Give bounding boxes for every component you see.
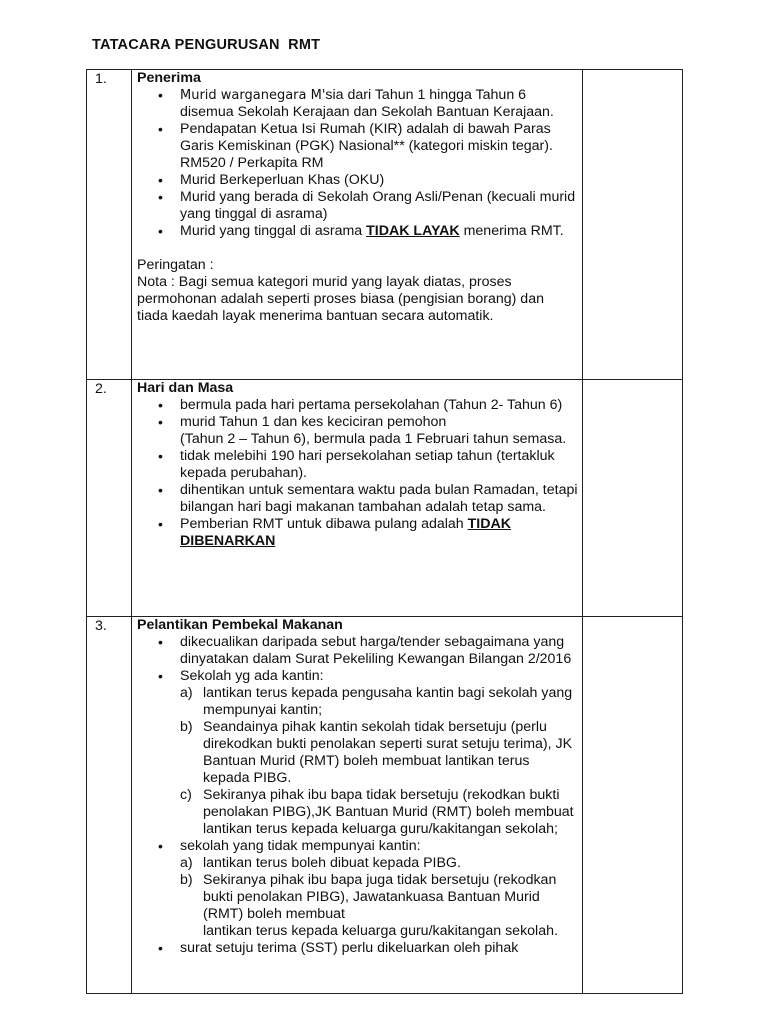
- sub-list-item: [180, 872, 578, 940]
- sub-item-label: b): [180, 872, 193, 888]
- content-cell: [132, 70, 583, 380]
- list-item: • Pendapatan Ketua Isi Rumah (KIR) adalah di bawah Paras Garis Kemiskinan (PGK) Nasional** (kategori miskin tegar). RM520 / Perkapita RM: [180, 121, 578, 172]
- row-number-cell: [87, 617, 132, 994]
- sub-item-label: a): [180, 685, 193, 701]
- sub-list-item: [180, 787, 578, 838]
- sub-item-text: Seandainya pihak kantin sekolah tidak bersetuju (perlu direkodkan bukti penolakan seperti surat setuju terima), JK Bantuan Murid (RMT) boleh membuat lantikan terus kepada PIBG.: [203, 719, 573, 786]
- sub-list: [180, 685, 578, 838]
- section-heading: Hari dan Masa: [137, 380, 234, 396]
- list-item: • dihentikan untuk sementara waktu pada bulan Ramadan, tetapi bilangan hari bagi makanan tambahan adalah tetap sama.: [180, 482, 578, 516]
- sub-item-label: c): [180, 787, 192, 803]
- list-item: [180, 838, 578, 940]
- sub-list-item: [180, 855, 578, 872]
- content-cell: [132, 380, 583, 617]
- list-item-text: Pemberian RMT untuk dibawa pulang adalah: [180, 516, 468, 532]
- warning-label: Peringatan :: [137, 257, 214, 273]
- list-item-text: sia dari Tahun 1 hingga Tahun 6 disemua Sekolah Kerajaan dan Sekolah Bantuan Kerajaan.: [180, 87, 554, 120]
- sub-item-text: lantikan terus boleh dibuat kepada PIBG.: [203, 855, 461, 871]
- document-title: TATACARA PENGURUSAN RMT: [92, 37, 321, 53]
- list-item: • dikecualikan daripada sebut harga/tender sebagaimana yang dinyatakan dalam Surat Pekeliling Kewangan Bilangan 2/2016: [180, 634, 578, 668]
- sub-item-text: lantikan terus kepada keluarga guru/kakitangan sekolah.: [203, 923, 558, 939]
- list-item: [180, 223, 578, 240]
- empty-cell: [583, 380, 683, 617]
- list-item-text: Sekolah yg ada kantin:: [180, 668, 324, 684]
- bullet-list: [137, 397, 578, 550]
- note-text: Nota : Bagi semua kategori murid yang layak diatas, proses permohonan adalah seperti proses biasa (pengisian borang) dan tiada kaedah layak menerima bantuan secara automatik.: [137, 274, 544, 324]
- bullet-list: [137, 634, 578, 957]
- list-item-text: menerima RMT.: [459, 223, 564, 239]
- list-item: [180, 87, 578, 121]
- list-item: • bermula pada hari pertama persekolahan (Tahun 2- Tahun 6): [180, 397, 578, 414]
- list-item-text: Murid warganegara M': [180, 88, 326, 103]
- sub-item-text: lantikan terus kepada pengusaha kantin bagi sekolah yang mempunyai kantin;: [203, 685, 573, 718]
- list-item-text: • murid Tahun 1 dan kes keciciran pemohon: [180, 414, 447, 430]
- list-item: • tidak melebihi 190 hari persekolahan setiap tahun (tertakluk kepada perubahan).: [180, 448, 578, 482]
- list-item: [180, 668, 578, 838]
- procedure-table: [86, 69, 683, 994]
- sub-list-item: [180, 719, 578, 787]
- emphasis-text: TIDAK DIBENARKAN: [180, 516, 511, 549]
- list-item: • surat setuju terima (SST) perlu dikeluarkan oleh pihak: [180, 940, 578, 957]
- table-row: [87, 70, 683, 380]
- list-item-text: (Tahun 2 – Tahun 6), bermula pada 1 Februari tahun semasa.: [180, 431, 567, 447]
- list-item: [180, 414, 578, 448]
- list-item: • Murid Berkeperluan Khas (OKU): [180, 172, 578, 189]
- list-item: • Murid yang berada di Sekolah Orang Asli/Penan (kecuali murid yang tinggal di asrama): [180, 189, 578, 223]
- sub-item-label: a): [180, 855, 193, 871]
- sub-item-text: Sekiranya pihak ibu bapa juga tidak bersetuju (rekodkan bukti penolakan PIBG), Jawatankuasa Bantuan Murid (RMT) boleh membuat: [203, 872, 557, 922]
- sub-item-label: b): [180, 719, 193, 735]
- sub-item-text: Sekiranya pihak ibu bapa tidak bersetuju (rekodkan bukti penolakan PIBG),JK Bantuan Murid (RMT) boleh membuat lantikan terus kepada keluarga guru/kakitangan sekolah;: [203, 787, 574, 837]
- content-cell: [132, 617, 583, 994]
- empty-cell: [583, 617, 683, 994]
- row-number: 2.: [95, 381, 107, 397]
- list-item-text: Murid yang tinggal di asrama: [180, 223, 367, 239]
- row-number-cell: [87, 380, 132, 617]
- sub-list-item: [180, 685, 578, 719]
- emphasis-text: TIDAK LAYAK: [366, 223, 460, 239]
- table-row: [87, 617, 683, 994]
- table-row: [87, 380, 683, 617]
- sub-list: [180, 855, 578, 940]
- section-heading: Pelantikan Pembekal Makanan: [137, 617, 343, 633]
- row-number: 1.: [95, 71, 107, 87]
- empty-cell: [583, 70, 683, 380]
- list-item-text: sekolah yang tidak mempunyai kantin:: [180, 838, 421, 854]
- row-number-cell: [87, 70, 132, 380]
- row-number: 3.: [95, 618, 107, 634]
- list-item: [180, 516, 578, 550]
- bullet-list: [137, 87, 578, 240]
- section-heading: Penerima: [137, 70, 201, 86]
